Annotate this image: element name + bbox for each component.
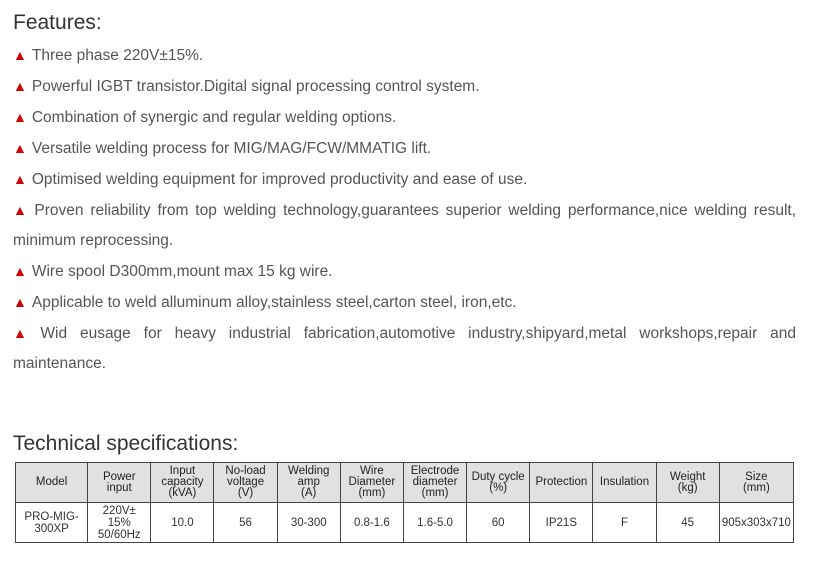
table-cell bbox=[719, 503, 793, 543]
column-header bbox=[88, 463, 151, 503]
cell-line: 56 bbox=[239, 516, 252, 529]
table-cell bbox=[403, 503, 466, 543]
table-cell bbox=[593, 503, 656, 543]
specs-table bbox=[15, 462, 794, 543]
cell-line: Size bbox=[745, 470, 768, 483]
column-header bbox=[340, 463, 403, 503]
column-header bbox=[530, 463, 593, 503]
feature-item bbox=[13, 133, 796, 164]
cell-line: (kVA) bbox=[168, 487, 197, 499]
cell-line: capacity bbox=[161, 476, 204, 488]
cell-line: (%) bbox=[489, 481, 508, 494]
cell-line: 30-300 bbox=[290, 516, 327, 529]
cell-line: (V) bbox=[237, 487, 254, 499]
cell-line: 60 bbox=[491, 516, 505, 529]
specs-heading: Technical specifications: bbox=[13, 432, 239, 455]
feature-item bbox=[13, 318, 796, 379]
cell-line: 50/60Hz bbox=[97, 528, 141, 541]
table-cell bbox=[277, 503, 340, 543]
column-header bbox=[16, 463, 88, 503]
cell-line: 300XP bbox=[34, 522, 69, 535]
cell-line: (kg) bbox=[677, 481, 698, 494]
cell-line: 10.0 bbox=[171, 516, 194, 529]
triangle-bullet-icon: ▲ bbox=[13, 294, 27, 310]
feature-item bbox=[13, 40, 796, 71]
cell-line: No-load bbox=[225, 465, 266, 477]
cell-line: diameter bbox=[412, 476, 458, 488]
feature-item bbox=[13, 256, 796, 287]
triangle-bullet-icon: ▲ bbox=[13, 47, 27, 63]
feature-text: Three phase 220V±15%. bbox=[31, 47, 204, 64]
table-cell bbox=[467, 503, 530, 543]
column-header bbox=[403, 463, 466, 503]
feature-text: Applicable to weld alluminum alloy,stainless steel,carton steel, iron,etc. bbox=[31, 294, 517, 311]
column-header bbox=[277, 463, 340, 503]
cell-line: Model bbox=[35, 476, 68, 488]
triangle-bullet-icon: ▲ bbox=[13, 171, 27, 187]
triangle-bullet-icon: ▲ bbox=[13, 140, 27, 156]
cell-line: Protection bbox=[535, 476, 588, 488]
triangle-bullet-icon: ▲ bbox=[13, 109, 27, 125]
triangle-bullet-icon: ▲ bbox=[13, 78, 27, 94]
cell-line: 0.8-1.6 bbox=[353, 516, 390, 529]
cell-line: 905x303x710 bbox=[721, 516, 791, 529]
triangle-bullet-icon: ▲ bbox=[13, 325, 36, 341]
cell-line: (mm) bbox=[421, 487, 449, 499]
specs-body bbox=[16, 503, 794, 543]
cell-line: Wire bbox=[360, 465, 384, 477]
table-cell bbox=[340, 503, 403, 543]
cell-line: 45 bbox=[681, 516, 695, 529]
specs-header-row bbox=[16, 463, 794, 503]
column-header bbox=[656, 463, 719, 503]
cell-line: Weight bbox=[669, 470, 706, 483]
table-cell bbox=[656, 503, 719, 543]
cell-line: IP21S bbox=[545, 516, 577, 529]
features-list bbox=[13, 40, 796, 379]
features-heading: Features: bbox=[13, 11, 102, 34]
feature-text: Optimised welding equipment for improved productivity and ease of use. bbox=[31, 171, 528, 188]
table-cell bbox=[16, 503, 88, 543]
triangle-bullet-icon: ▲ bbox=[13, 202, 30, 218]
cell-line: (mm) bbox=[358, 487, 386, 499]
table-cell bbox=[530, 503, 593, 543]
cell-line: Electrode bbox=[410, 465, 460, 477]
cell-line: F bbox=[620, 516, 629, 529]
cell-line: Power bbox=[102, 470, 136, 483]
feature-item bbox=[13, 287, 796, 318]
cell-line: Diameter bbox=[348, 476, 396, 488]
triangle-bullet-icon: ▲ bbox=[13, 263, 27, 279]
feature-text: Combination of synergic and regular welding options. bbox=[31, 109, 397, 126]
column-header bbox=[151, 463, 214, 503]
cell-line: Duty cycle bbox=[471, 470, 525, 483]
cell-line: Insulation bbox=[599, 476, 650, 488]
cell-line: 220V± 15% bbox=[102, 504, 136, 529]
cell-line: Welding bbox=[288, 465, 330, 477]
column-header bbox=[719, 463, 793, 503]
cell-line: (mm) bbox=[742, 481, 770, 494]
feature-item bbox=[13, 195, 796, 256]
feature-item bbox=[13, 102, 796, 133]
table-cell bbox=[214, 503, 277, 543]
cell-line: amp bbox=[297, 476, 320, 488]
feature-text: Wire spool D300mm,mount max 15 kg wire. bbox=[31, 263, 333, 280]
column-header bbox=[593, 463, 656, 503]
cell-line: PRO-MIG- bbox=[24, 510, 79, 523]
feature-text: Versatile welding process for MIG/MAG/FCW/MMATIG lift. bbox=[31, 140, 432, 157]
feature-text: Wid eusage for heavy industrial fabrication,automotive industry,shipyard,metal workshops,repair and maintenance. bbox=[13, 325, 796, 372]
cell-line: (A) bbox=[301, 487, 317, 499]
cell-line: 1.6-5.0 bbox=[417, 516, 453, 529]
cell-line: Input bbox=[169, 465, 196, 477]
feature-text: Proven reliability from top welding technology,guarantees superior welding performance,nice welding result, minimum reprocessing. bbox=[13, 202, 797, 249]
column-header bbox=[467, 463, 530, 503]
feature-item bbox=[13, 71, 796, 102]
table-cell bbox=[88, 503, 151, 543]
cell-line: input bbox=[106, 481, 132, 494]
table-row bbox=[16, 503, 794, 543]
feature-item bbox=[13, 164, 796, 195]
cell-line: voltage bbox=[227, 476, 265, 488]
column-header bbox=[214, 463, 277, 503]
feature-text: Powerful IGBT transistor.Digital signal processing control system. bbox=[31, 78, 480, 95]
table-cell bbox=[151, 503, 214, 543]
